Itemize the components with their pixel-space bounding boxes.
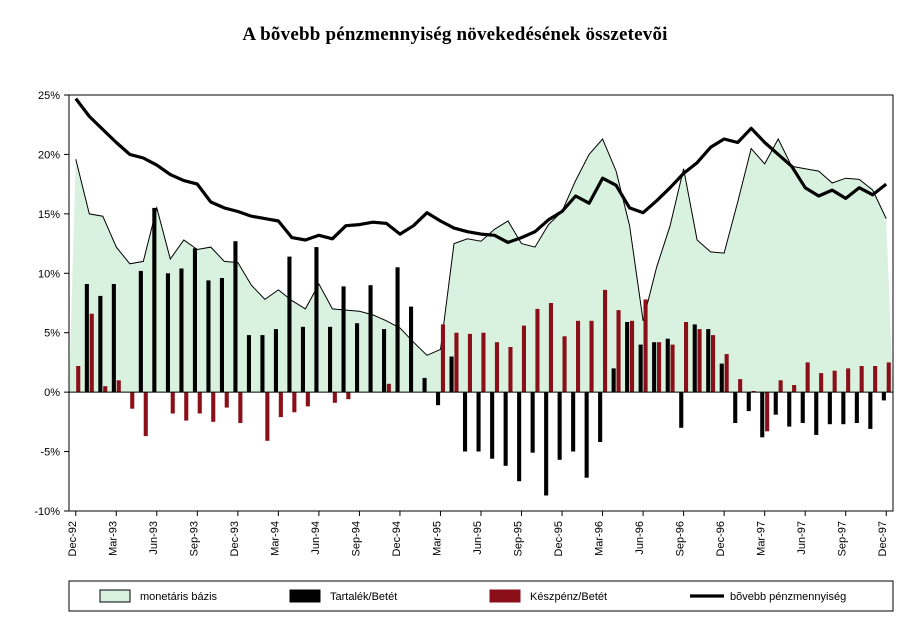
- bar: [260, 335, 264, 392]
- bar: [130, 392, 134, 409]
- bar: [625, 322, 629, 392]
- bar: [179, 269, 183, 393]
- bar: [711, 335, 715, 392]
- bar: [787, 392, 791, 427]
- bar: [720, 364, 724, 393]
- x-tick-label: Sep-93: [188, 521, 201, 557]
- x-tick-label: Dec-92: [66, 521, 79, 557]
- bar: [144, 392, 148, 436]
- y-tick-label: 0%: [44, 387, 60, 400]
- bar: [598, 392, 602, 442]
- bar: [774, 392, 778, 415]
- y-tick-label: 15%: [37, 208, 60, 221]
- bar: [314, 247, 318, 392]
- x-tick-label: Jun-95: [472, 521, 484, 555]
- bar: [887, 362, 891, 392]
- bar: [725, 354, 729, 392]
- bar: [585, 392, 589, 478]
- x-tick-label: Mar-94: [269, 521, 282, 556]
- bar: [806, 362, 810, 392]
- bar: [279, 392, 283, 417]
- legend-item-1: [290, 590, 397, 603]
- bar: [98, 296, 102, 392]
- bar: [841, 392, 845, 424]
- bar: [576, 321, 580, 392]
- bar: [819, 373, 823, 392]
- bar: [436, 392, 440, 405]
- bar: [139, 271, 143, 392]
- bar: [477, 392, 481, 451]
- bar: [639, 345, 643, 393]
- bar: [814, 392, 818, 435]
- y-tick-label: 5%: [44, 327, 60, 340]
- bar: [90, 314, 94, 392]
- bar: [873, 366, 877, 392]
- bar: [603, 290, 607, 392]
- bar: [117, 380, 121, 392]
- x-tick-label: Dec-94: [390, 521, 403, 557]
- bar: [76, 366, 80, 392]
- x-tick-label: Dec-96: [715, 521, 728, 557]
- legend-label: Tartalék/Betét: [330, 591, 398, 603]
- bar: [342, 286, 346, 392]
- bar: [738, 379, 742, 392]
- bar: [233, 241, 237, 392]
- bar: [522, 326, 526, 393]
- bar: [369, 285, 373, 392]
- bar: [698, 329, 702, 392]
- bar: [103, 386, 107, 392]
- bar: [423, 378, 427, 392]
- bar: [733, 392, 737, 423]
- bar: [531, 392, 535, 453]
- bar: [450, 357, 454, 393]
- bar: [828, 392, 832, 424]
- bar: [679, 392, 683, 428]
- bar: [792, 385, 796, 392]
- bar: [490, 392, 494, 459]
- y-tick-label: 25%: [37, 90, 60, 102]
- bar: [193, 248, 197, 392]
- bar: [211, 392, 215, 422]
- bar: [382, 329, 386, 392]
- bar: [265, 392, 269, 441]
- bar: [220, 278, 224, 392]
- bar: [765, 392, 769, 431]
- bar: [779, 380, 783, 392]
- bar: [571, 392, 575, 451]
- x-tick-label: Dec-93: [228, 521, 241, 557]
- bar: [454, 333, 458, 392]
- bar: [396, 267, 400, 392]
- bar: [846, 368, 850, 392]
- bar: [504, 392, 508, 466]
- bar: [171, 392, 175, 413]
- bar: [495, 342, 499, 392]
- bar: [706, 329, 710, 392]
- x-tick-label: Jun-97: [796, 521, 809, 555]
- x-tick-label: Jun-93: [147, 521, 160, 555]
- bar: [481, 333, 485, 392]
- bar: [441, 324, 445, 392]
- bar: [238, 392, 242, 423]
- bar: [549, 303, 553, 392]
- bar: [882, 392, 886, 400]
- x-tick-label: Mar-93: [107, 521, 120, 556]
- bar: [855, 392, 859, 423]
- bar: [747, 392, 751, 411]
- x-tick-label: Mar-95: [431, 521, 444, 556]
- bar: [558, 392, 562, 460]
- bar: [166, 273, 170, 392]
- bar: [760, 392, 764, 437]
- bar: [328, 327, 332, 392]
- bar: [617, 310, 621, 392]
- area-monetaris-bazis: [69, 139, 893, 392]
- x-tick-label: Dec-97: [877, 521, 890, 557]
- bar: [274, 329, 278, 392]
- bar: [184, 392, 188, 421]
- bar: [590, 321, 594, 392]
- bar: [684, 322, 688, 392]
- bar: [833, 371, 837, 392]
- legend-swatch-bar: [290, 590, 320, 602]
- x-tick-label: Sep-94: [350, 521, 363, 557]
- y-tick-label: 10%: [37, 268, 60, 281]
- bar: [860, 366, 864, 392]
- legend-item-2: [490, 590, 607, 603]
- legend-swatch-bar: [490, 590, 520, 602]
- legend-label: Készpénz/Betét: [530, 591, 608, 603]
- legend-item-0: [100, 590, 218, 603]
- bar: [535, 309, 539, 392]
- bar: [563, 336, 567, 392]
- bar: [630, 321, 634, 392]
- bar: [671, 345, 675, 393]
- x-tick-label: Sep-96: [674, 521, 687, 557]
- x-tick-label: Mar-96: [593, 521, 606, 556]
- bar: [612, 368, 616, 392]
- y-tick-label: -5%: [40, 446, 60, 459]
- bar: [85, 284, 89, 392]
- legend-label: bõvebb pénzmennyiség: [730, 591, 847, 603]
- legend-label: monetáris bázis: [140, 591, 218, 603]
- bar: [868, 392, 872, 429]
- y-tick-label: -10%: [34, 506, 60, 518]
- bar: [666, 339, 670, 393]
- x-tick-label: Jun-96: [634, 521, 647, 555]
- x-tick-label: Sep-95: [512, 521, 525, 557]
- bar: [508, 347, 512, 392]
- bar: [152, 208, 156, 392]
- bar: [355, 323, 359, 392]
- bar: [198, 392, 202, 413]
- bar: [346, 392, 350, 399]
- bar: [544, 392, 548, 495]
- bar: [333, 392, 337, 403]
- x-tick-label: Dec-95: [553, 521, 566, 557]
- bar: [247, 335, 251, 392]
- bar: [657, 342, 661, 392]
- bar: [693, 324, 697, 392]
- x-tick-label: Sep-97: [836, 521, 849, 557]
- bar: [206, 280, 210, 392]
- bar: [652, 342, 656, 392]
- bar: [301, 327, 305, 392]
- bar: [644, 299, 648, 392]
- x-tick-label: Mar-97: [755, 521, 768, 556]
- bar: [306, 392, 310, 406]
- bar: [801, 392, 805, 423]
- y-tick-label: 20%: [37, 149, 60, 162]
- bar: [463, 392, 467, 451]
- x-tick-label: Jun-94: [309, 521, 322, 555]
- bar: [409, 307, 413, 393]
- bar: [225, 392, 229, 408]
- bar: [287, 257, 291, 393]
- bar: [292, 392, 296, 412]
- bar: [517, 392, 521, 481]
- legend-swatch-area: [100, 590, 130, 602]
- chart-title: A bõvebb pénzmennyiség növekedésének összetevõi: [242, 24, 668, 45]
- bar: [387, 384, 391, 392]
- bar: [468, 334, 472, 392]
- bar: [112, 284, 116, 392]
